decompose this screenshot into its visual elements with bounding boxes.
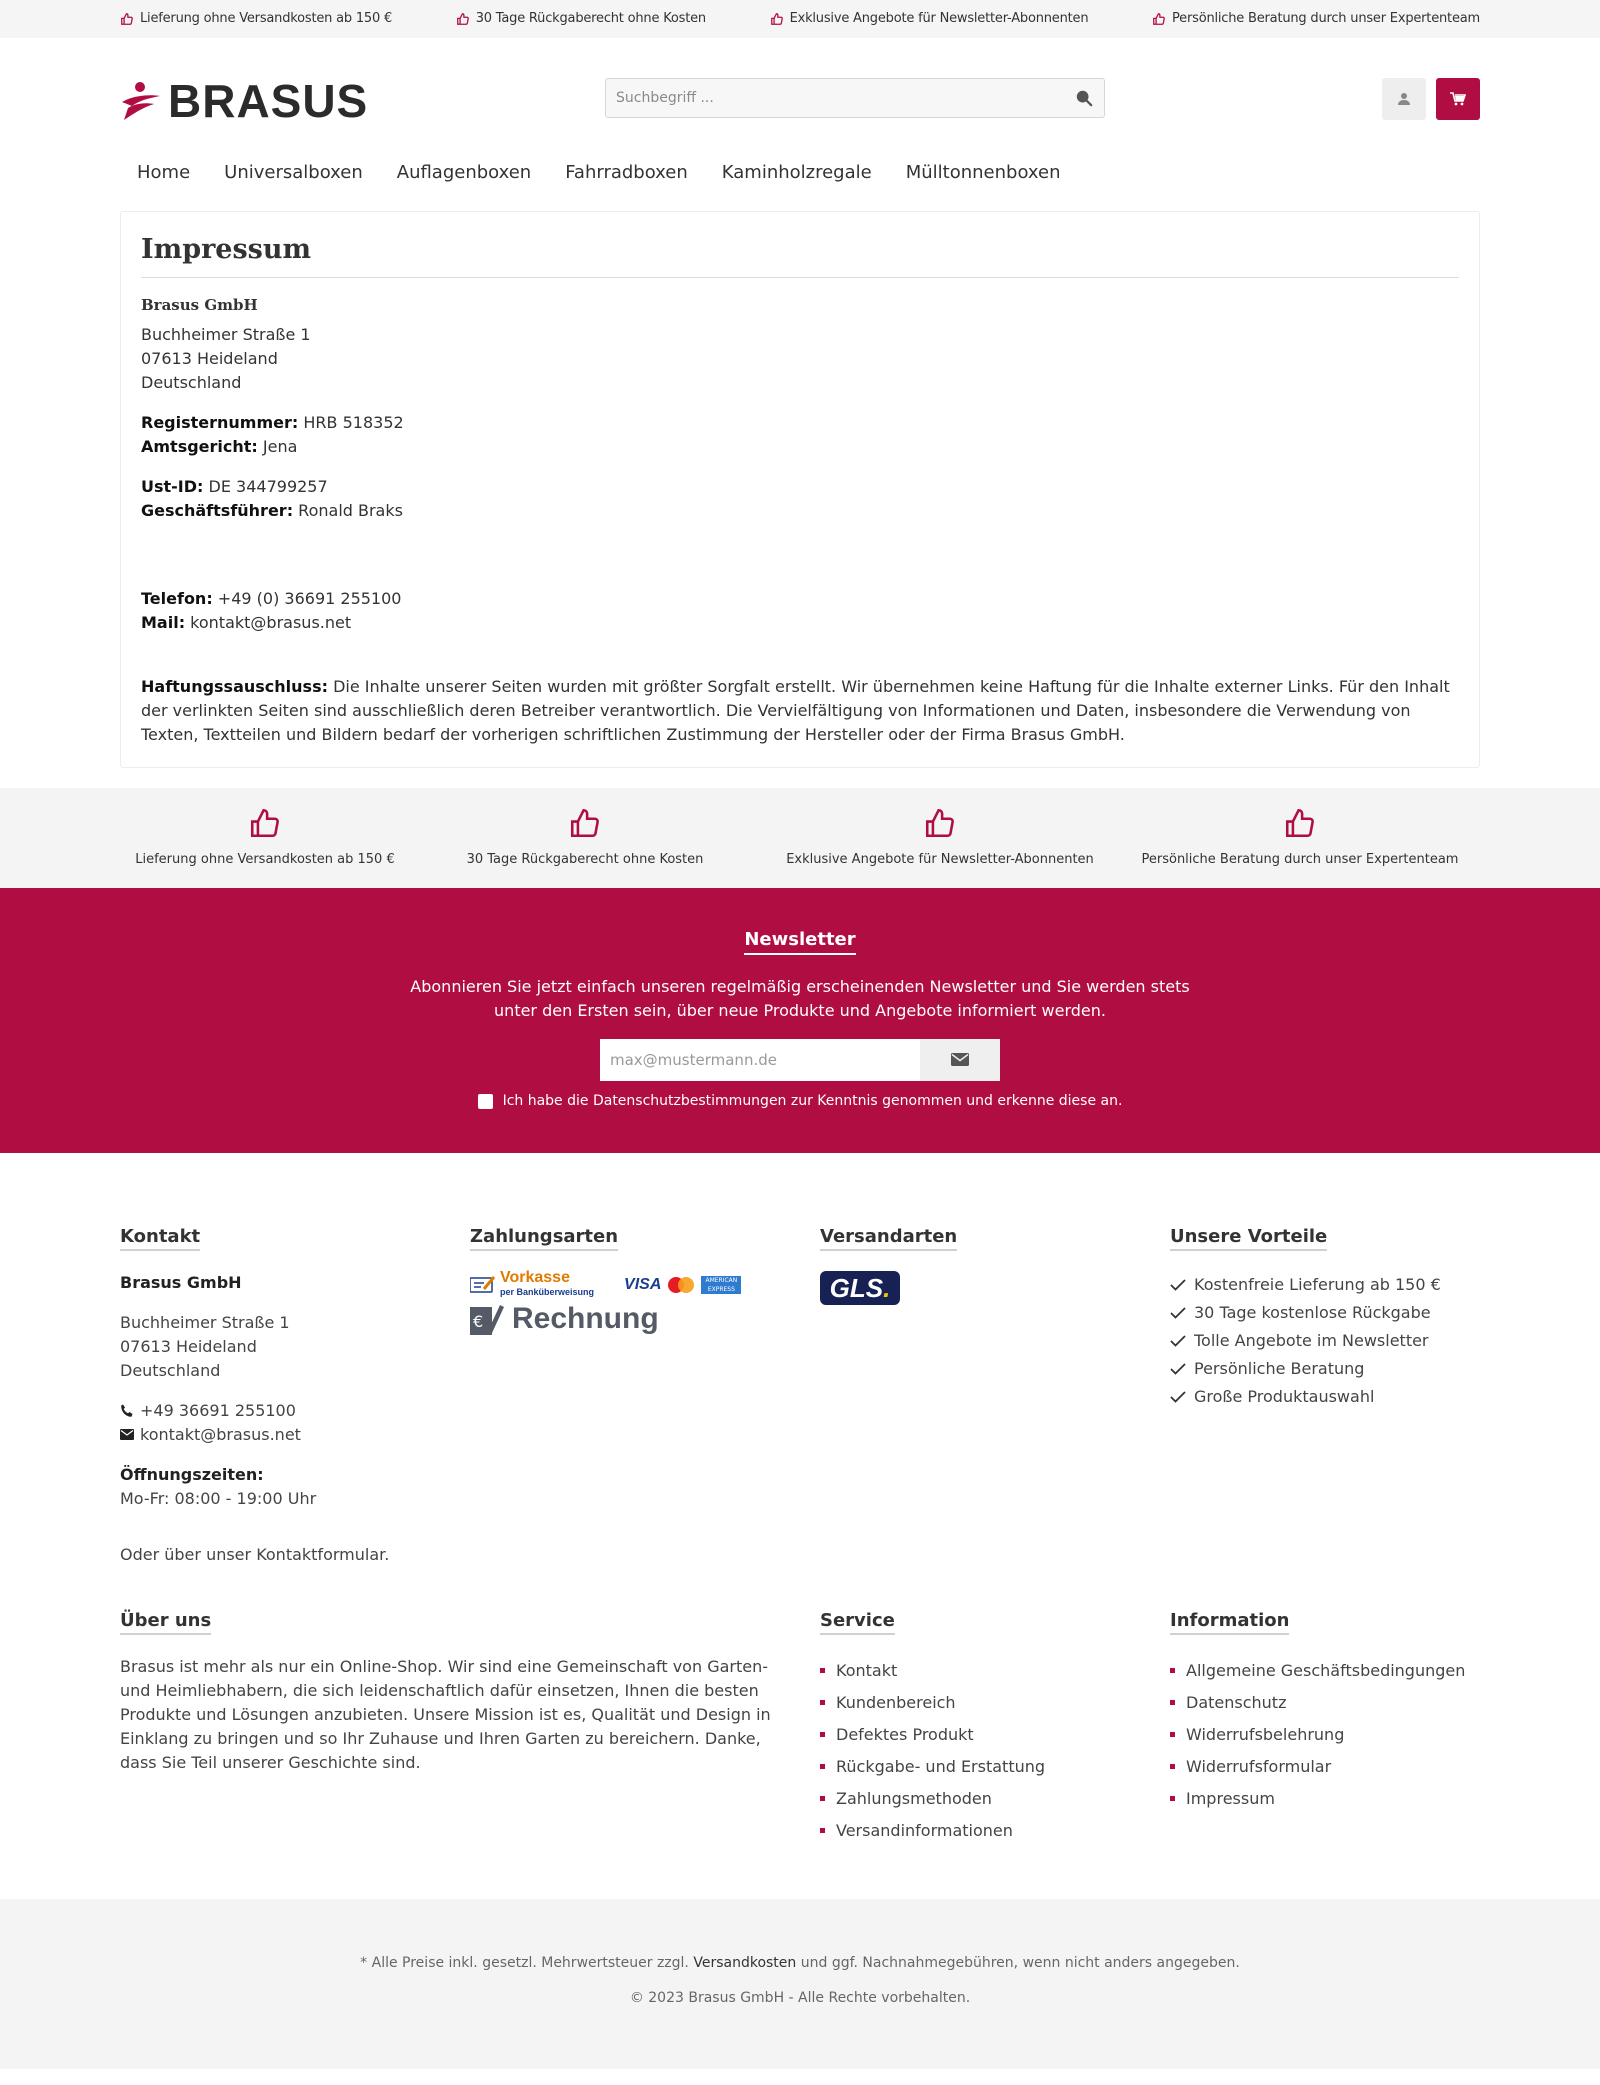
information-link-text[interactable]: Allgemeine Geschäftsbedingungen [1186,1660,1466,1680]
vorkasse-logo [470,1268,595,1299]
visa-logo: VISA [624,1275,662,1293]
nav-item-auflagenboxen[interactable]: Auflagenboxen [396,162,532,183]
contact-form-link[interactable]: Oder über unser Kontaktformular. [120,1544,390,1564]
thumbs-up-icon [923,806,957,840]
disclaimer-text: Die Inhalte unserer Seiten wurden mit größter Sorgfalt erstellt. Wir übernehmen keine Haftung für die Inhalte externer Links. Für den Inhalt der verlinkten Seiten sind ausschließlich deren Betreiber verantwortlich. Die Vervielfältigung von Informationen und Daten, insbesondere die Verwendung von Texten, Textteilen und Bildern bedarf der vorherigen schriftlichen Zustimmung der Hersteller oder der Firma Brasus GmbH. [141,676,1450,744]
newsletter-email-input[interactable] [600,1039,920,1081]
thumbs-up-icon [1152,12,1166,26]
footer-payment [470,1225,820,1567]
footer-heading: Kontakt [120,1225,200,1251]
footer-contact-info [120,1399,470,1447]
gls-text: GLS [829,1272,884,1303]
thumbs-up-icon [120,12,134,26]
cart-button[interactable] [1436,78,1480,120]
court-label: Amtsgericht: [141,436,258,456]
address-street: Buchheimer Straße 1 [141,324,311,344]
vorkasse-text: Vorkasse [500,1268,570,1286]
information-link[interactable] [1170,1783,1480,1815]
payment-logos [470,1268,820,1299]
disclaimer [141,675,1459,747]
footer-hours [120,1463,470,1511]
service-link[interactable] [820,1655,1170,1687]
nav-item-kaminholzregale[interactable]: Kaminholzregale [721,162,872,183]
check-icon [1170,1363,1186,1375]
price-note-post: und ggf. Nachnahmegebühren, wenn nicht anders angegeben. [796,1954,1240,1971]
benefits-list [1170,1271,1480,1411]
top-usp-text: 30 Tage Rückgaberecht ohne Kosten [475,11,706,27]
ust-value: DE 344799257 [203,476,328,496]
benefit-text: Tolle Angebote im Newsletter [1194,1330,1429,1350]
footer-phone: +49 36691 255100 [140,1400,296,1420]
footer-bottom [0,1899,1600,2069]
newsletter-consent[interactable] [0,1091,1600,1112]
thumbs-up-icon [248,806,282,840]
benefit-item [1170,1355,1480,1383]
court-value: Jena [257,436,298,456]
check-icon [1170,1391,1186,1403]
top-usp-item [120,9,392,29]
service-link-text[interactable]: Versandinformationen [836,1820,1013,1840]
top-usp-bar [0,0,1600,38]
benefit-text: Persönliche Beratung [1194,1358,1365,1378]
footer-heading: Versandarten [820,1225,957,1251]
check-icon [1170,1307,1186,1319]
user-icon [1397,92,1411,106]
nav-item-home[interactable]: Home [137,162,191,183]
about-text: Brasus ist mehr als nur ein Online-Shop. Wir sind eine Gemeinschaft von Garten- und Heimliebhabern, die sich leidenschaftlich dafür einsetzen, Ihnen die besten Produkte und Lösungen anzubieten. Unsere Mission ist es, Qualität und Design in Einklang zu bringen und so Ihr Zuhause und Ihren Garten zu bereichern. Danke, dass Sie Teil unserer Geschichte sind. [120,1656,771,1772]
top-usp-text: Lieferung ohne Versandkosten ab 150 € [140,11,393,27]
phone-icon [120,1404,134,1418]
service-link-text[interactable]: Rückgabe- und Erstattung [836,1756,1046,1776]
newsletter-form [600,1039,1000,1081]
newsletter-text-line: Abonnieren Sie jetzt einfach unseren regelmäßig erscheinenden Newsletter und Sie werden stets [410,976,1190,996]
usp-item [1120,788,1480,888]
impressum-details [141,323,1459,747]
newsletter-section [0,888,1600,1153]
footer-address [120,1311,470,1383]
service-links [820,1655,1170,1847]
usp-text: Persönliche Beratung durch unser Expertenteam [1141,851,1459,867]
address-block [141,323,1459,395]
footer-company [120,1271,470,1295]
information-link[interactable] [1170,1687,1480,1719]
consent-label: Ich habe die Datenschutzbestimmungen zur Kenntnis genommen und erkenne diese an. [502,1092,1123,1109]
price-note-pre: * Alle Preise inkl. gesetzl. Mehrwertsteuer zzgl. [360,1954,694,1971]
footer-heading: Unsere Vorteile [1170,1225,1327,1251]
price-note [0,1899,1600,1974]
benefit-text: 30 Tage kostenlose Rückgabe [1194,1302,1431,1322]
thumbs-up-icon [568,806,602,840]
top-usp-item [770,9,1089,29]
service-link-text[interactable]: Kundenbereich [836,1692,956,1712]
newsletter-text-line: unter den Ersten sein, über neue Produkte und Angebote informiert werden. [494,1000,1106,1020]
brand-logo[interactable] [120,75,369,127]
address-city: 07613 Heideland [141,348,278,368]
mastercard-logo-icon [665,1276,697,1294]
ceo-value: Ronald Braks [293,500,403,520]
benefit-text: Große Produktauswahl [1194,1386,1375,1406]
shipping-costs-link[interactable]: Versandkosten [693,1954,797,1971]
footer-heading: Service [820,1609,895,1635]
information-link-text[interactable]: Widerrufsformular [1186,1756,1332,1776]
service-link[interactable] [820,1719,1170,1751]
usp-item [120,788,410,888]
footer-heading: Information [1170,1609,1289,1635]
footer-shipping [820,1225,1170,1567]
cart-icon [1450,92,1466,106]
footer-email: kontakt@brasus.net [140,1424,301,1444]
benefit-text: Kostenfreie Lieferung ab 150 € [1194,1274,1441,1294]
company-name: Brasus GmbH [141,296,258,315]
footer-about [120,1609,820,1847]
information-link-text[interactable]: Datenschutz [1186,1692,1287,1712]
copyright: © 2023 Brasus GmbH - Alle Rechte vorbehalten. [629,1989,971,2006]
mail-link[interactable]: kontakt@brasus.net [185,612,352,632]
footer-benefits [1170,1225,1480,1567]
service-link[interactable] [820,1783,1170,1815]
nav-item-muelltonnenboxen[interactable]: Mülltonnenboxen [905,162,1061,183]
consent-checkbox[interactable] [478,1094,493,1109]
footer-phone-link[interactable] [120,1399,470,1423]
benefit-item [1170,1299,1480,1327]
usp-text: Exklusive Angebote für Newsletter-Abonnenten [786,851,1094,867]
benefit-item [1170,1271,1480,1299]
phone-label: Telefon: [141,588,213,608]
footer-country: Deutschland [120,1360,221,1380]
invoice-icon [470,1303,504,1335]
amex-logo: AMERICAN EXPRESS [701,1276,741,1294]
footer-company-name: Brasus GmbH [120,1272,242,1292]
footer-service [820,1609,1170,1847]
check-icon [1170,1279,1186,1291]
service-link[interactable] [820,1687,1170,1719]
disclaimer-label: Haftungssauschluss: [141,676,328,696]
thumbs-up-icon [770,12,784,26]
register-block [141,411,1459,459]
benefit-item [1170,1383,1480,1411]
logo-text: BRASUS [168,75,369,127]
ceo-label: Geschäftsführer: [141,500,294,520]
footer-street: Buchheimer Straße 1 [120,1312,290,1332]
ust-label: Ust-ID: [141,476,204,496]
usp-text: Lieferung ohne Versandkosten ab 150 € [135,851,395,867]
nav-item-universalboxen[interactable]: Universalboxen [224,162,363,183]
transfer-icon [470,1275,498,1295]
information-link-text[interactable]: Impressum [1186,1788,1275,1808]
check-icon [1170,1335,1186,1347]
service-link-text[interactable]: Zahlungsmethoden [836,1788,992,1808]
envelope-icon [951,1053,969,1066]
main-navigation [0,158,1600,208]
information-link[interactable] [1170,1655,1480,1687]
search-box [605,78,1105,118]
svg-text:€: € [473,1311,484,1331]
information-link[interactable] [1170,1719,1480,1751]
mail-label: Mail: [141,612,186,632]
brasus-logo-mark-icon [120,80,162,122]
impressum-content [120,211,1480,768]
service-link[interactable] [820,1751,1170,1783]
footer-heading: Über uns [120,1609,211,1635]
service-link-text[interactable]: Defektes Produkt [836,1724,974,1744]
address-country: Deutschland [141,372,242,392]
footer-email-link[interactable] [120,1423,470,1447]
card-logos [624,1273,741,1297]
gls-logo: GLS. [820,1271,900,1305]
service-link[interactable] [820,1815,1170,1847]
tax-block [141,475,1459,523]
information-links [1170,1655,1480,1815]
footer-contact [120,1225,470,1567]
newsletter-title: Newsletter [744,888,855,955]
footer-hours-label: Öffnungszeiten: [120,1464,264,1484]
thumbs-up-icon [1283,806,1317,840]
search-button[interactable] [1074,89,1094,109]
phone-link[interactable]: +49 (0) 36691 255100 [212,588,402,608]
top-usp-text: Exklusive Angebote für Newsletter-Abonnenten [789,11,1089,27]
vorkasse-subtext: per Banküberweisung [500,1286,595,1297]
rechnung-logo [470,1303,820,1335]
thumbs-up-icon [456,12,470,26]
information-link-text[interactable]: Widerrufsbelehrung [1186,1724,1345,1744]
footer-information [1170,1609,1480,1847]
account-button[interactable] [1382,78,1426,120]
top-usp-item [456,9,706,29]
usp-bar [0,788,1600,888]
contact-block [141,587,1459,635]
search-input[interactable] [606,79,1046,117]
newsletter-submit-button[interactable] [920,1039,1000,1081]
usp-item [410,788,760,888]
footer-hours-value: Mo-Fr: 08:00 - 19:00 Uhr [120,1488,317,1508]
register-value: HRB 518352 [298,412,404,432]
newsletter-description [0,975,1600,1023]
envelope-icon [120,1429,134,1440]
search-icon [1075,89,1093,107]
usp-text: 30 Tage Rückgaberecht ohne Kosten [466,851,704,867]
page-title: Impressum [141,232,1459,278]
footer-city: 07613 Heideland [120,1336,257,1356]
header [0,38,1600,158]
nav-item-fahrradboxen[interactable]: Fahrradboxen [565,162,688,183]
usp-item [760,788,1120,888]
service-link-text[interactable]: Kontakt [836,1660,898,1680]
footer [0,1153,1600,2069]
rechnung-text: Rechnung [512,1301,659,1335]
top-usp-item [1152,9,1480,29]
benefit-item [1170,1327,1480,1355]
register-label: Registernummer: [141,412,299,432]
top-usp-text: Persönliche Beratung durch unser Expertenteam [1172,11,1480,27]
footer-heading: Zahlungsarten [470,1225,618,1251]
information-link[interactable] [1170,1751,1480,1783]
